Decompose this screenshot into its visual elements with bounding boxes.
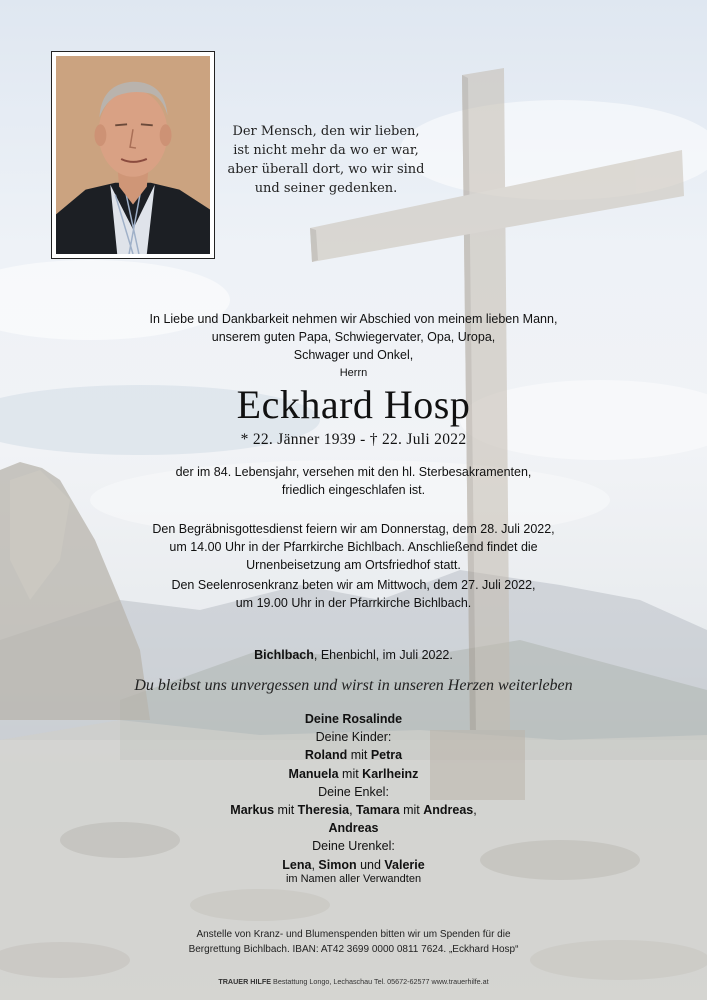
footer-brand: TRAUER HILFE bbox=[218, 977, 272, 986]
relatives-line: im Namen aller Verwandten bbox=[285, 873, 422, 885]
quote-line: und seiner gedenken. bbox=[254, 181, 398, 196]
passing-paragraph bbox=[60, 463, 647, 499]
footer-text: Bestattung Longo, Lechaschau Tel. 05672-62577 www.trauerhilfe.at bbox=[271, 977, 489, 986]
rosary-line: um 19.00 Uhr in der Pfarrkirche Bichlbach. bbox=[235, 596, 472, 610]
grandchild-entry: Markus mit Theresia, Tamara mit Andreas, bbox=[230, 803, 477, 818]
grandchild-entry: Andreas bbox=[328, 821, 379, 836]
family-list bbox=[60, 710, 647, 874]
great-grandchildren-label: Deine Urenkel: bbox=[312, 839, 395, 854]
place-town: Bichlbach bbox=[254, 648, 314, 662]
great-grandchild-entry: Lena, Simon und Valerie bbox=[282, 857, 425, 872]
intro-line: Schwager und Onkel, bbox=[293, 348, 414, 362]
donation-line: Anstelle von Kranz- und Blumenspenden bitten wir um Spenden für die bbox=[196, 929, 511, 940]
intro-line: In Liebe und Dankbarkeit nehmen wir Abschied von meinem lieben Mann, bbox=[149, 312, 558, 326]
place-rest: , Ehenbichl, im Juli 2022. bbox=[313, 648, 453, 662]
passing-line: der im 84. Lebensjahr, versehen mit den hl. Sterbesakramenten, bbox=[175, 465, 532, 479]
life-dates: * 22. Jänner 1939 - † 22. Juli 2022 bbox=[240, 431, 467, 448]
donation-note bbox=[60, 927, 647, 957]
quote-line: ist nicht mehr da wo er war, bbox=[233, 143, 419, 158]
memorial-quote bbox=[222, 122, 430, 198]
rosary-paragraph bbox=[60, 576, 647, 612]
quote-line: aber überall dort, wo wir sind bbox=[227, 162, 425, 177]
portrait-photo bbox=[56, 56, 210, 254]
intro-line: unserem guten Papa, Schwiegervater, Opa, Uropa, bbox=[211, 330, 496, 344]
place-date-line bbox=[60, 648, 647, 662]
portrait-frame bbox=[51, 51, 215, 259]
deceased-name: Eckhard Hosp bbox=[236, 382, 471, 427]
footer-imprint bbox=[60, 977, 647, 986]
passing-line: friedlich eingeschlafen ist. bbox=[281, 483, 426, 497]
salutation: Herrn bbox=[339, 367, 368, 379]
rosary-line: Den Seelenrosenkranz beten wir am Mittwoch, dem 27. Juli 2022, bbox=[171, 578, 536, 592]
children-label: Deine Kinder: bbox=[315, 730, 392, 745]
remembrance-line: Du bleibst uns unvergessen und wirst in unseren Herzen weiterleben bbox=[134, 677, 573, 694]
funeral-line: Den Begräbnisgottesdienst feiern wir am Donnerstag, dem 28. Juli 2022, bbox=[152, 522, 555, 536]
funeral-paragraph bbox=[60, 520, 647, 574]
funeral-line: um 14.00 Uhr in der Pfarrkirche Bichlbach. Anschließend findet die bbox=[169, 540, 538, 554]
grandchildren-label: Deine Enkel: bbox=[318, 784, 389, 799]
child-entry: Roland mit Petra bbox=[304, 748, 403, 763]
intro-paragraph bbox=[60, 310, 647, 364]
donation-line: Bergrettung Bichlbach. IBAN: AT42 3699 0000 0811 7624. „Eckhard Hosp“ bbox=[188, 944, 519, 955]
quote-line: Der Mensch, den wir lieben, bbox=[232, 124, 420, 139]
wife-name: Deine Rosalinde bbox=[304, 712, 403, 726]
funeral-line: Urnenbeisetzung am Ortsfriedhof statt. bbox=[246, 558, 461, 572]
child-entry: Manuela mit Karlheinz bbox=[288, 766, 419, 781]
